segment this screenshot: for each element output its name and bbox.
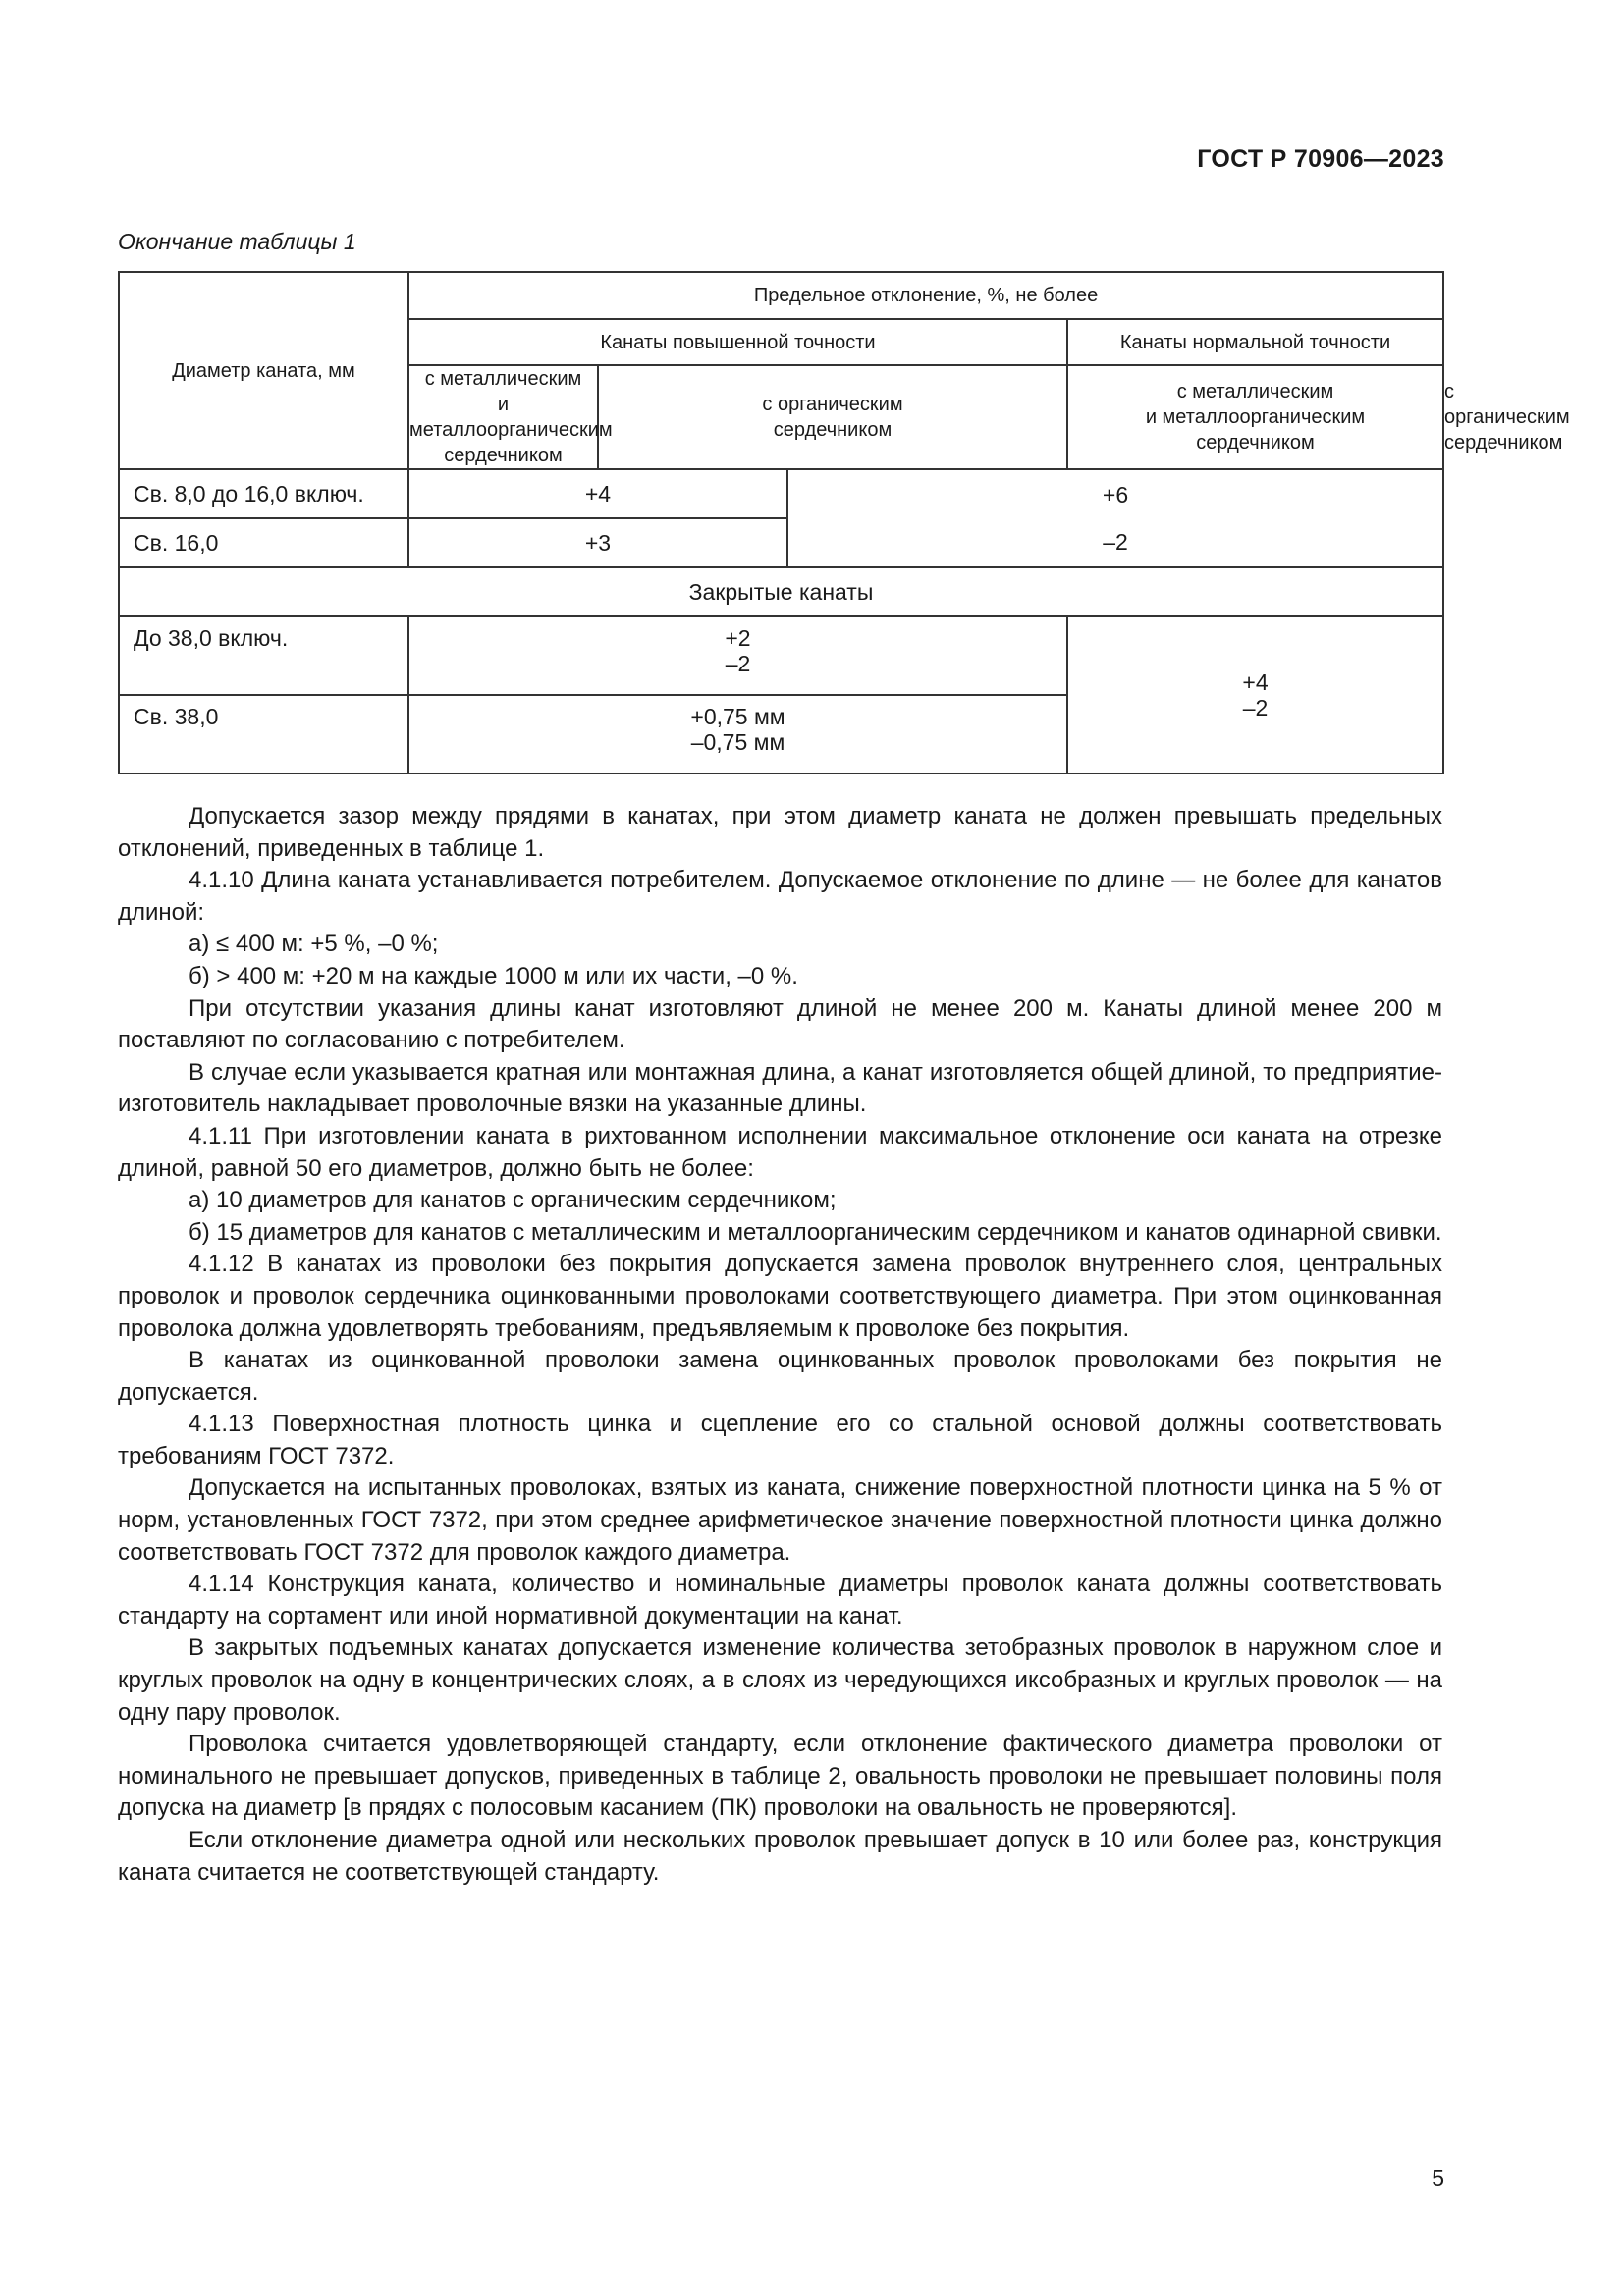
table-caption: Окончание таблицы 1 — [118, 229, 356, 254]
paragraph: 4.1.12 В канатах из проволоки без покрытия допускается замена проволок внутреннего слоя, центральных проволок и проволок сердечника оцинкованными проволоками соответствующего диаметра. При этом оцинкованная проволока должна удовлетворять требованиям, предъявляемым к проволоке без покрытия. — [118, 1251, 1442, 1342]
paragraph: 4.1.11 При изготовлении каната в рихтованном исполнении максимальное отклонение оси каната на отрезке длиной, равной 50 его диаметров, должно быть не более: — [118, 1122, 1442, 1182]
high-value-cell: +2 –2 — [408, 616, 1067, 695]
subheader-high-organic: с органическим сердечником — [598, 365, 1067, 469]
list-item: б) > 400 м: +20 м на каждые 1000 м или их части, –0 %. — [189, 962, 798, 989]
paragraph: В случае если указывается кратная или монтажная длина, а канат изготовляется общей длиной, то предприятие-изготовитель накладывает проволочные вязки на указанные длины. — [118, 1058, 1442, 1118]
paragraph: Допускается на испытанных проволоках, взятых из каната, снижение поверхностной плотности цинка на 5 % от норм, установленных ГОСТ 7372, при этом среднее арифметическое значение поверхностной плотности цинка должно соответствовать ГОСТ 7372 для проволок каждого диаметра. — [118, 1474, 1442, 1566]
page-number: 5 — [1432, 2165, 1444, 2191]
paragraph: В закрытых подъемных канатах допускается изменение количества зетобразных проволок в наружном слое и круглых проволок на одну в концентрических слоях, а в слоях из чередующихся иксобразных и круглых проволок — на одну пару проволок. — [118, 1634, 1442, 1726]
paragraph: 4.1.10 Длина каната устанавливается потребителем. Допускаемое отклонение по длине — не более для канатов длиной: — [118, 867, 1442, 926]
subheader-high-metal: с металлическим и металлоорганическим сердечником — [408, 365, 598, 469]
list-item: а) ≤ 400 м: +5 %, –0 %; — [189, 931, 439, 958]
diameter-cell: Св. 38,0 — [119, 695, 408, 774]
paragraph: Проволока считается удовлетворяющей стандарту, если отклонение фактического диаметра проволоки от номинального не превышает допусков, приведенных в таблице 2, овальность проволоки не превышает половины поля допуска на диаметр [в прядях с полосовым касанием (ПК) проволоки на овальность не проверяются]. — [118, 1731, 1442, 1822]
paragraph: В канатах из оцинкованной проволоки замена оцинкованных проволок проволоками без покрытия не допускается. — [118, 1347, 1442, 1406]
list-item: б) 15 диаметров для канатов с металлическим и металлоорганическим сердечником и канатов одинарной свивки. — [189, 1218, 1442, 1246]
paragraph: При отсутствии указания длины канат изготовляют длиной не менее 200 м. Канаты длиной менее 200 м поставляют по согласованию с потребителем. — [118, 994, 1442, 1054]
paragraph: Если отклонение диаметра одной или нескольких проволок превышает допуск в 10 или более раз, конструкция каната считается не соответствующей стандарту. — [118, 1827, 1442, 1886]
header-normal-precision: Канаты нормальной точности — [1067, 319, 1443, 365]
header-high-precision: Канаты повышенной точности — [408, 319, 1067, 365]
normal-merged-cell: +6 –2 — [787, 469, 1443, 567]
diameter-cell: Св. 16,0 — [119, 518, 408, 567]
list-item: а) 10 диаметров для канатов с органическим сердечником; — [189, 1187, 837, 1214]
high-value-cell: +4 — [408, 469, 787, 518]
tolerance-table: Диаметр каната, мм Предельное отклонение, %, не более Канаты повышенной точности Канаты нормальной точности с металлическим и металлоорганическим сердечником с органическим сердечником с металлическим и металлоорганическим сердечником с органическим сердечником Св. 8,0 до 16,0 включ. +4 +6 –2 Св. 16,0 +3 Закрытые канаты До 38,0 включ. +2 –2 +4 –2 Св. 38,0 +0,75 мм –0,75 мм — [118, 271, 1444, 774]
paragraph: Допускается зазор между прядями в канатах, при этом диаметр каната не должен превышать предельных отклонений, приведенных в таблице 1. — [118, 803, 1442, 862]
diameter-cell: Св. 8,0 до 16,0 включ. — [119, 469, 408, 518]
high-value-cell: +0,75 мм –0,75 мм — [408, 695, 1067, 774]
body-text — [118, 801, 1442, 1889]
table-row — [119, 616, 1443, 695]
header-diameter: Диаметр каната, мм — [119, 272, 408, 469]
closed-normal-cell: +4 –2 — [1067, 616, 1443, 774]
section-closed-ropes: Закрытые канаты — [119, 567, 1443, 616]
high-value-cell: +3 — [408, 518, 787, 567]
header-deviation: Предельное отклонение, %, не более — [408, 272, 1443, 319]
paragraph: 4.1.14 Конструкция каната, количество и номинальные диаметры проволок каната должны соответствовать стандарту на сортамент или иной нормативной документации на канат. — [118, 1571, 1442, 1629]
paragraph: 4.1.13 Поверхностная плотность цинка и сцепление его со стальной основой должны соответствовать требованиям ГОСТ 7372. — [118, 1411, 1442, 1469]
document-id: ГОСТ Р 70906—2023 — [1197, 145, 1444, 173]
table-row — [119, 469, 1443, 518]
subheader-normal-metal: с металлическим и металлоорганическим сердечником — [1067, 365, 1443, 469]
diameter-cell: До 38,0 включ. — [119, 616, 408, 695]
